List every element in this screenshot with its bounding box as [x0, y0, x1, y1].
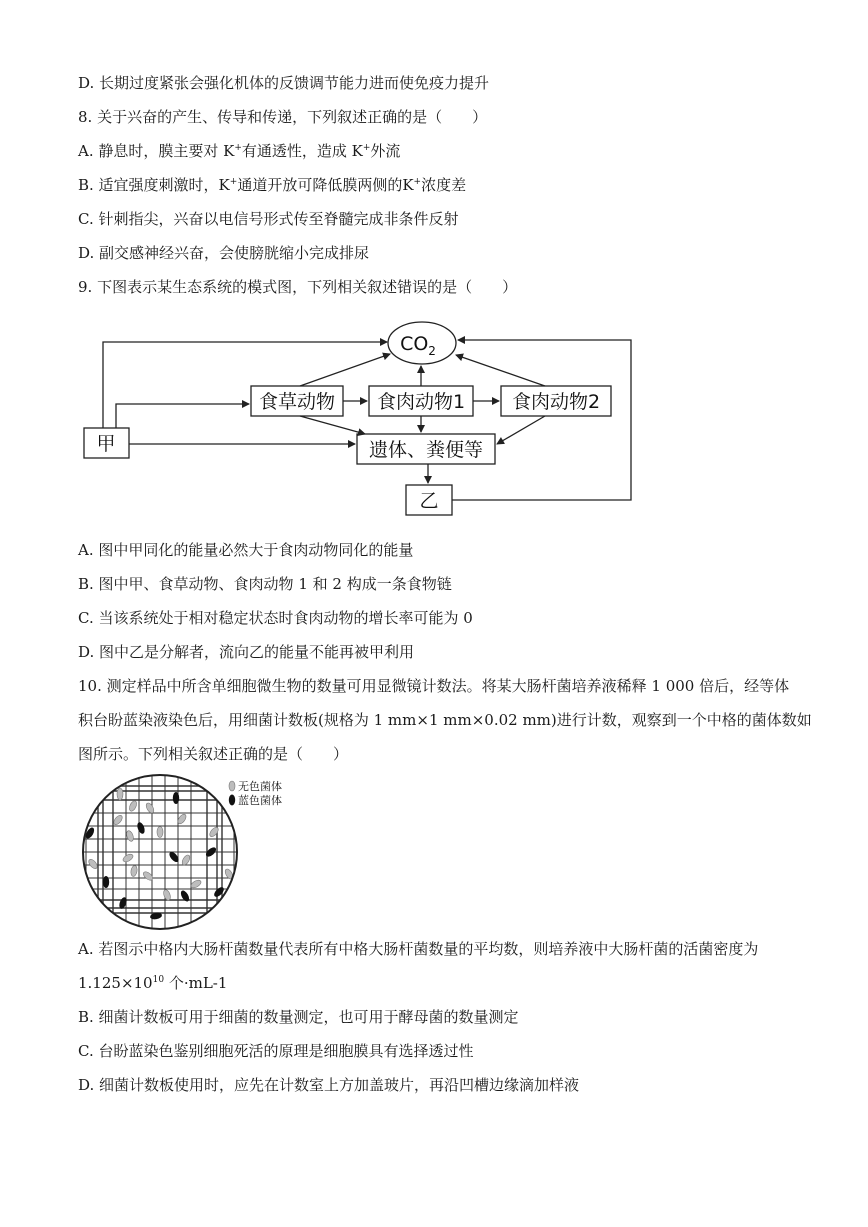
- q10-option-a-line2: $1.125\times 10^{10}$ 个·mL-1: [78, 974, 228, 992]
- ecosystem-diagram: [0, 0, 868, 520]
- q10-stem-line2: 积台盼蓝染液染色后，用细菌计数板(规格为 1 mm×1 mm×0.02 mm)进行计数，观察到一个中格的菌体数如: [78, 711, 812, 729]
- q8-stem: 8. 关于兴奋的产生、传导和传递，下列叙述正确的是（ ）: [78, 108, 488, 126]
- q10-option-a-line1: A. 若图示中格内大肠杆菌数量代表所有中格大肠杆菌数量的平均数，则培养液中大肠杆菌的活菌密度为: [78, 940, 759, 958]
- q8-option-b: B. 适宜强度刺激时，K+通道开放可降低膜两侧的K+浓度差: [78, 176, 467, 194]
- carnivore2-label: 食肉动物2: [511, 391, 601, 413]
- q8-option-d: D. 副交感神经兴奋，会使膀胱缩小完成排尿: [78, 244, 370, 262]
- carnivore1-label: 食肉动物1: [376, 391, 466, 413]
- arrow-herbivore-co2: [300, 354, 390, 386]
- arrow-jia-herbivore: [116, 404, 249, 428]
- q8-option-c: C. 针刺指尖，兴奋以电信号形式传至脊髓完成非条件反射: [78, 210, 459, 228]
- arrow-herbivore-remains: [300, 416, 365, 434]
- q8-option-a: A. 静息时，膜主要对 K+有通透性，造成 K+外流: [78, 142, 401, 160]
- arrow-carnivore2-remains: [497, 416, 545, 444]
- arrow-carnivore2-co2: [456, 355, 545, 386]
- q7-option-d: D. 长期过度紧张会强化机体的反馈调节能力进而使免疫力提升: [78, 74, 490, 92]
- counting-chamber-figure: [0, 770, 320, 935]
- q9-stem: 9. 下图表示某生态系统的模式图，下列相关叙述错误的是（ ）: [78, 278, 518, 296]
- q10-stem-line1: 10. 测定样品中所含单细胞微生物的数量可用显微镜计数法。将某大肠杆菌培养液稀释 1 000 倍后，经等体: [78, 677, 790, 695]
- q10-option-d: D. 细菌计数板使用时，应先在计数室上方加盖玻片，再沿凹槽边缘滴加样液: [78, 1076, 580, 1094]
- remains-label: 遗体、粪便等: [368, 439, 484, 461]
- arrow-jia-co2: [103, 342, 387, 428]
- q10-option-b: B. 细菌计数板可用于细菌的数量测定，也可用于酵母菌的数量测定: [78, 1008, 519, 1026]
- jia-label: 甲: [96, 433, 116, 455]
- arrow-yi-co2: [452, 340, 631, 500]
- q9-option-b: B. 图中甲、食草动物、食肉动物 1 和 2 构成一条食物链: [78, 575, 452, 593]
- q9-option-a: A. 图中甲同化的能量必然大于食肉动物同化的能量: [78, 541, 414, 559]
- q9-option-d: D. 图中乙是分解者，流向乙的能量不能再被甲利用: [78, 643, 415, 661]
- q9-option-c: C. 当该系统处于相对稳定状态时食肉动物的增长率可能为 0: [78, 609, 473, 627]
- herbivore-label: 食草动物: [258, 391, 336, 413]
- q10-option-c: C. 台盼蓝染色鉴别细胞死活的原理是细胞膜具有选择透过性: [78, 1042, 474, 1060]
- legend-clear-label: 无色菌体: [238, 780, 282, 793]
- co2-label: $CO_2$: [400, 333, 436, 358]
- yi-label: 乙: [419, 490, 439, 512]
- legend-blue-label: 蓝色菌体: [238, 794, 282, 807]
- q10-stem-line3: 图所示。下列相关叙述正确的是（ ）: [78, 745, 349, 763]
